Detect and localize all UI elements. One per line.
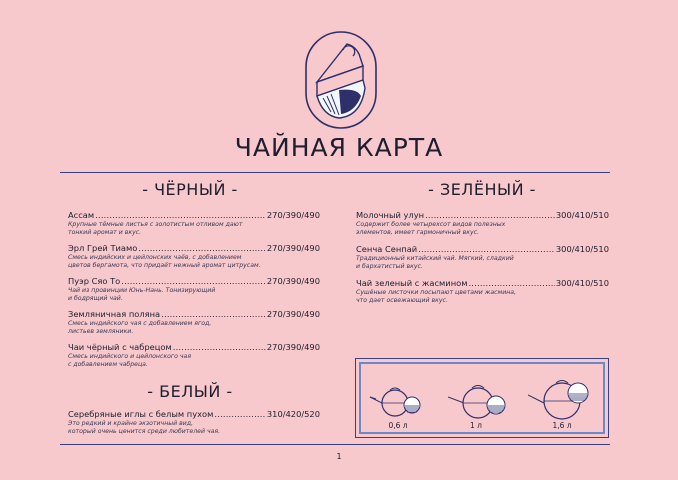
item-desc: Сушёные листочки посыпают цветами жасмина, (356, 289, 517, 296)
item-price: 310/420/520 (266, 409, 320, 419)
item-name: Чаи чёрный с чабрецом (68, 342, 172, 352)
item-desc: Крупные тёмные листья с золотистым отливом дают (68, 221, 243, 228)
menu-item (68, 409, 320, 436)
menu-item (68, 243, 320, 270)
item-desc: цветов бергамота, что придаёт нежный аромат цитрусам. (68, 262, 261, 269)
item-desc: и бодрящий чай. (68, 295, 123, 302)
item-desc: тонкий аромат и вкус. (68, 229, 142, 236)
teapot-sizes-panel (355, 358, 609, 438)
item-desc: Смесь индийского чая с добавлением ягод, (68, 320, 212, 327)
item-name: Пуэр Сяо То (68, 276, 121, 286)
item-price: 270/390/490 (266, 210, 320, 220)
divider-bottom (60, 444, 610, 445)
menu-item (68, 210, 320, 237)
item-price: 270/390/490 (266, 276, 320, 286)
item-desc: Содержит более четырехсот видов полезных (356, 221, 506, 228)
item-desc: с добавлением чабреца. (68, 361, 148, 368)
page-number: 1 (336, 452, 342, 461)
pot-size-label: 1,6 л (552, 421, 572, 430)
item-name: Сенча Сенпай (356, 244, 418, 254)
cake-slice-logo-icon (303, 30, 379, 130)
item-desc: элементов, имеет гармоничный вкус. (356, 229, 480, 236)
item-desc: и бархатистый вкус. (356, 263, 423, 270)
menu-item (68, 276, 320, 303)
item-name: Эрл Грей Тиамо (68, 243, 138, 253)
item-name: Чай зеленый с жасмином (356, 278, 468, 288)
section-title-green: - ЗЕЛЁНЫЙ - (428, 180, 536, 199)
item-desc: Смесь индийских и цейлонских чаёв, с добавлением (68, 254, 242, 261)
pot-size-label: 1 л (470, 421, 482, 430)
item-desc: что дает освежающий вкус. (356, 297, 448, 304)
item-price: 300/410/510 (555, 244, 609, 254)
page-title: ЧАЙНАЯ КАРТА (234, 133, 444, 162)
item-name: Серебряные иглы с белым пухом (68, 409, 214, 419)
item-desc: Чай из провинции Юнь-Нань. Тонизирующий (68, 287, 216, 294)
menu-item (356, 244, 609, 271)
menu-item (356, 278, 609, 305)
pot-size-label: 0,6 л (388, 421, 408, 430)
teapot-large-icon (528, 369, 594, 421)
menu-item (356, 210, 609, 237)
section-title-white: - БЕЛЫЙ - (147, 382, 233, 401)
item-price: 270/390/490 (266, 342, 320, 352)
item-price: 300/410/510 (555, 278, 609, 288)
menu-item (68, 309, 320, 336)
item-desc: Традиционный китайский чай. Мягкий, сладкий (356, 255, 514, 262)
item-desc: который очень ценится среди любителей чая. (68, 428, 221, 435)
divider-top (60, 172, 610, 173)
teapot-small-icon (368, 379, 424, 419)
item-desc: Это редкий и крайне экзотичный вид, (68, 420, 194, 427)
teapot-medium-icon (448, 375, 508, 419)
item-desc: Смесь индийского и цейлонского чая (68, 353, 192, 360)
item-name: Земляничная поляна (68, 309, 161, 319)
item-price: 270/390/490 (266, 309, 320, 319)
section-title-black: - ЧЁРНЫЙ - (142, 180, 238, 199)
item-desc: листьев земляники. (68, 328, 134, 335)
menu-item (68, 342, 320, 369)
item-price: 270/390/490 (266, 243, 320, 253)
item-price: 300/410/510 (555, 210, 609, 220)
item-name: Молочный улун (356, 210, 425, 220)
item-name: Ассам (68, 210, 95, 220)
